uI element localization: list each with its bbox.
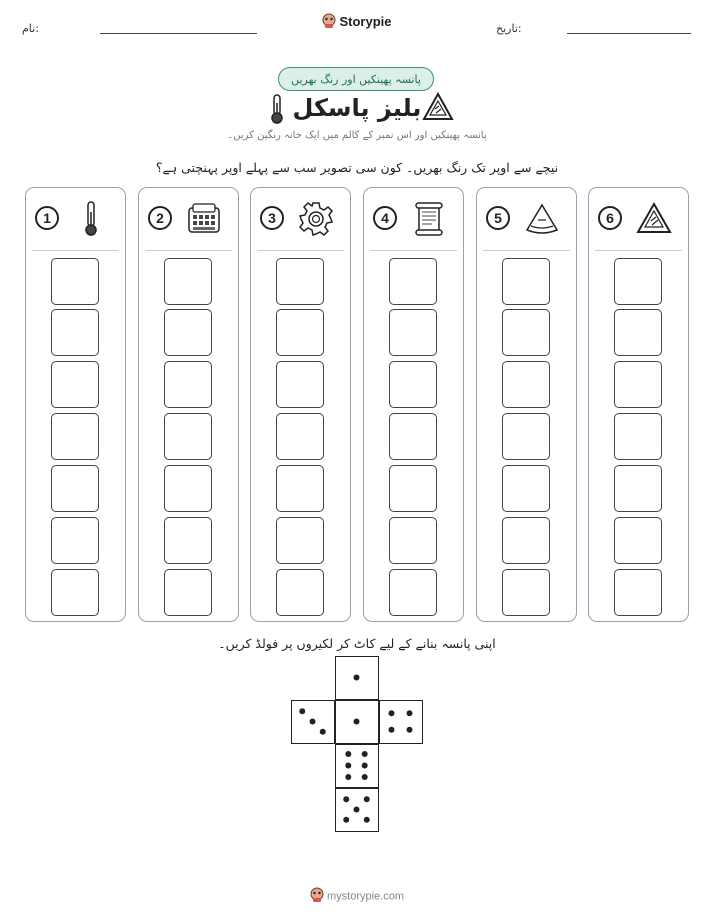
color-cell[interactable] (614, 413, 662, 460)
color-cell[interactable] (276, 517, 324, 564)
title-text: بلیز پاسکل (292, 94, 422, 122)
column-number: 4 (373, 206, 397, 230)
brand (0, 13, 714, 32)
column-number: 2 (148, 206, 172, 230)
color-cell[interactable] (276, 413, 324, 460)
column-1 (25, 187, 126, 622)
dice-face-1 (335, 700, 379, 744)
color-cell[interactable] (164, 465, 212, 512)
color-cell[interactable] (51, 258, 99, 305)
column-number: 5 (486, 206, 510, 230)
color-cell[interactable] (614, 517, 662, 564)
activity-tag: پانسہ پھینکیں اور رنگ بھریں (278, 67, 434, 91)
color-cell[interactable] (389, 569, 437, 616)
color-cell[interactable] (276, 309, 324, 356)
brand-name: Storypie (339, 13, 392, 29)
instruction: نیچے سے اوپر تک رنگ بھریں۔ کون سی تصویر سب سے پہلے اوپر پہنچتی ہے؟ (155, 160, 559, 175)
gear-icon (297, 200, 335, 238)
column-5 (476, 187, 577, 622)
color-cell[interactable] (614, 309, 662, 356)
color-cell[interactable] (51, 517, 99, 564)
color-cell[interactable] (502, 258, 550, 305)
color-cell[interactable] (389, 517, 437, 564)
color-cell[interactable] (389, 465, 437, 512)
cone-icon (523, 200, 561, 238)
color-cell[interactable] (614, 465, 662, 512)
color-cell[interactable] (276, 569, 324, 616)
color-cell[interactable] (614, 361, 662, 408)
dice-face-5 (335, 788, 379, 832)
color-cell[interactable] (51, 413, 99, 460)
calculator-machine-icon (185, 200, 223, 238)
color-cell[interactable] (614, 569, 662, 616)
color-cell[interactable] (502, 569, 550, 616)
column-divider (145, 250, 232, 251)
color-cell[interactable] (502, 361, 550, 408)
date-field[interactable] (567, 33, 691, 34)
column-2 (138, 187, 239, 622)
dice-face-1 (335, 656, 379, 700)
color-cell[interactable] (502, 309, 550, 356)
name-label: نام: (22, 22, 39, 35)
dice-face-4 (379, 700, 423, 744)
fold-instruction: اپنی پانسہ بنانے کے لیے کاٹ کر لکیروں پر فولڈ کریں۔ (218, 636, 496, 651)
column-divider (483, 250, 570, 251)
color-cell[interactable] (502, 413, 550, 460)
triangle-prism-icon (635, 200, 673, 238)
name-field[interactable] (100, 33, 257, 34)
color-cell[interactable] (164, 309, 212, 356)
footer-url: mystorypie.com (326, 890, 405, 903)
column-number: 3 (260, 206, 284, 230)
thermometer-icon (72, 200, 110, 238)
footer-logo-icon (310, 887, 324, 906)
column-divider (32, 250, 119, 251)
color-cell[interactable] (164, 258, 212, 305)
column-4 (363, 187, 464, 622)
dice-face-3 (291, 700, 335, 744)
color-cell[interactable] (389, 309, 437, 356)
column-number: 1 (35, 206, 59, 230)
column-divider (595, 250, 682, 251)
color-cell[interactable] (389, 413, 437, 460)
color-cell[interactable] (614, 258, 662, 305)
scroll-icon (410, 200, 448, 238)
column-divider (257, 250, 344, 251)
color-cell[interactable] (389, 258, 437, 305)
column-6 (588, 187, 689, 622)
color-cell[interactable] (164, 569, 212, 616)
color-cell[interactable] (51, 361, 99, 408)
color-cell[interactable] (389, 361, 437, 408)
color-cell[interactable] (164, 413, 212, 460)
color-cell[interactable] (276, 258, 324, 305)
color-cell[interactable] (502, 465, 550, 512)
color-cell[interactable] (276, 361, 324, 408)
title-prism-icon (422, 92, 454, 122)
storypie-logo-icon (322, 13, 336, 32)
color-cell[interactable] (51, 465, 99, 512)
color-cell[interactable] (502, 517, 550, 564)
title-thermometer-icon (268, 93, 286, 125)
page-title (0, 94, 714, 122)
subtitle: پانسہ پھینکیں اور اس نمبر کے کالم میں ایک خانہ رنگین کریں۔ (227, 130, 487, 141)
color-cell[interactable] (164, 361, 212, 408)
column-3 (250, 187, 351, 622)
dice-face-6 (335, 744, 379, 788)
column-number: 6 (598, 206, 622, 230)
column-divider (370, 250, 457, 251)
color-cell[interactable] (51, 569, 99, 616)
footer (0, 887, 714, 906)
color-cell[interactable] (276, 465, 324, 512)
color-cell[interactable] (164, 517, 212, 564)
color-cell[interactable] (51, 309, 99, 356)
date-label: تاریخ: (496, 22, 522, 35)
